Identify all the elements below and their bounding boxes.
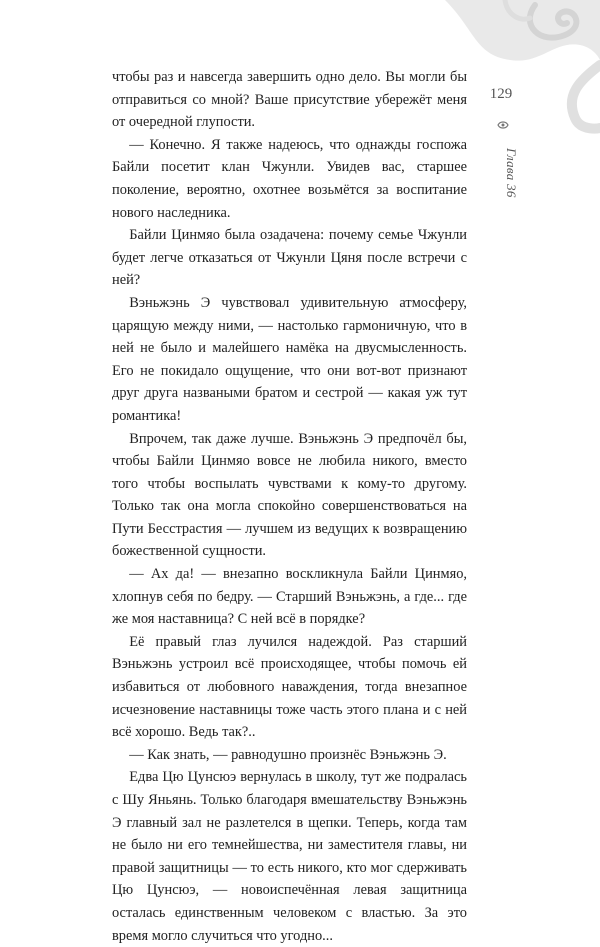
paragraph: Её правый глаз лучился надеждой. Раз старший Вэньжэнь устроил всё происходящее, чтобы помочь ей избавиться от любовного наваждения, тогда внезапное исчезновение наставницы тоже часть этого плана и с ней всё хорошо. Ведь так?..	[112, 633, 467, 741]
paragraph: — Конечно. Я также надеюсь, что однажды госпожа Байли посетит клан Чжунли. Увидев вас, старшее поколение, вероятно, охотнее возьмётся за воспитание нового наследника.	[112, 136, 467, 221]
body-text	[112, 66, 467, 947]
paragraph: — Ах да! — внезапно воскликнула Байли Цинмяо, хлопнув себя по бедру. — Старший Вэньжэнь, а где... где же моя наставница? С ней всё в порядке?	[112, 566, 467, 628]
page-number: 129	[489, 86, 513, 102]
leaf-ornament-icon	[497, 120, 509, 130]
paragraph: Впрочем, так даже лучше. Вэньжэнь Э предпочёл бы, чтобы Байли Цинмяо вовсе не любила никого, вместо того чтобы воспылать чувствами к кому-то другому. Только так она могла спокойно совершенствоваться на Пути Бесстрастия — лучшем из ведущих к возвращению божественной сущности.	[112, 430, 467, 560]
paragraph: Вэньжэнь Э чувствовал удивительную атмосферу, царящую между ними, — настолько гармоничную, что в ней не было и малейшего намёка на двусмысленность. Его не покидало ощущение, что они вот-вот признают друг друга назваными братом и сестрой — какая уж тут романтика!	[112, 294, 467, 424]
paragraph: Байли Цинмяо была озадачена: почему семье Чжунли будет легче отказаться от Чжунли Цяня после встречи с ней?	[112, 227, 467, 289]
paragraph: — Как знать, — равнодушно произнёс Вэньжэнь Э.	[129, 746, 447, 763]
paragraph: Едва Цю Цунсюэ вернулась в школу, тут же подралась с Шу Яньянь. Только благодаря вмешательству Вэньжэнь Э главный зал не разлетелся в щепки. Теперь, когда там не было ни его темнейшества, ни заместителя главы, ни правой защитницы — то есть никого, кто мог сдерживать Цю Цунсюэ, — новоиспечённая левая защитница осталась единственным человеком с властью. За это время могло случиться что угодно...	[112, 769, 467, 944]
chapter-label: Глава 36	[504, 148, 519, 198]
paragraph: чтобы раз и навсегда завершить одно дело. Вы могли бы отправиться со мной? Ваше присутствие убережёт меня от очередной глупости.	[112, 69, 467, 131]
